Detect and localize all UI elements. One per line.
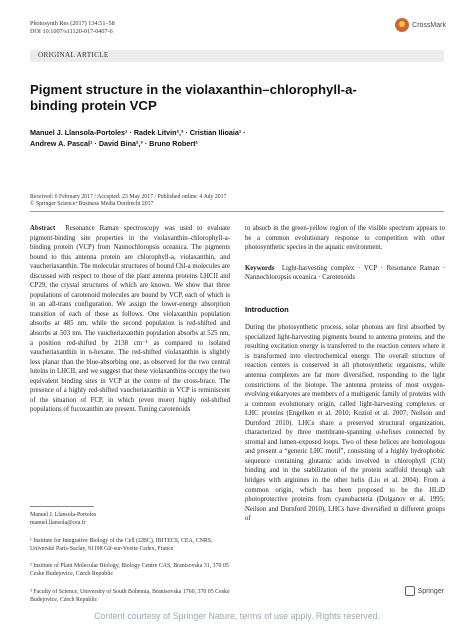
author-list — [30, 127, 330, 149]
affiliation-2: ² Institute of Plant Molecular Biology, Biology Centre CAS, Branisovska 31, 370 05 Ceske Budejovice, Czech Republic — [30, 563, 229, 577]
courtesy-footer[interactable]: Content courtesy of Springer Nature, terms of use apply. Rights reserved. — [94, 611, 380, 621]
corresponding-author — [30, 511, 230, 527]
abstract-label: Abstract — [30, 225, 56, 232]
affiliation-1: ¹ Institute for Integrative Biology of the Cell (I2BC), IBITECS, CEA, CNRS, Université Paris-Saclay, 91198 Gif-sur-Yvette Cedex, France — [30, 538, 213, 552]
crossmark-icon — [395, 18, 409, 32]
affiliation-3: ³ Faculty of Science, University of South Bohemia, Branisovska 1760, 370 05 Ceske Budejovice, Czech Republic — [30, 589, 230, 603]
journal-header — [30, 20, 115, 36]
article-title: Pigment structure in the violaxanthin–chlorophyll-a-binding protein VCP — [30, 82, 357, 113]
copyright: © Springer Science+Business Media Dordrecht 2017 — [30, 201, 154, 207]
crossmark-label: CrossMark — [412, 21, 446, 29]
footnote-divider — [30, 506, 94, 507]
journal-citation: Photosynth Res (2017) 134:51–58 — [30, 20, 115, 27]
keywords-label: Keywords — [245, 264, 275, 272]
right-column — [245, 224, 445, 524]
abstract-text: Resonance Raman spectroscopy was used to evaluate pigment-binding site properties in the violaxanthin–chlorophyll-a-binding protein (VCP) from Nannochloropsis oceanica. The pigments bound to this antenna protein are chlorophyll-a, violaxanthin, and vaucheriaxanthin. The molecular structures of bound Chl-a molecules are discussed with respect to those of the plant antenna proteins LHCII and CP29, the crystal structures of which are known. We show that three populations of carotenoid molecules are bound by VCP, each of which is in an all-trans configuration. We assign the lower-energy absorption transition of each of these as follows. One violaxanthin population absorbs at 485 nm, while the second population is red-shifted and absorbs at 503 nm. The vaucheriaxanthin population absorbs at 525 nm, a position red-shifted by 2138 cm⁻¹ as compared to isolated vaucheriaxanthin in n-hexane. The red-shifted violaxanthin is slightly less planar than the blue-absorbing one, as observed for the two central luteins in LHCII, and we suggest that these violaxanthins occupy the two equivalent binding sites in VCP at the centre of the cross-brace. The presence of a highly red-shifted vaucheriaxanthin in VCP is reminiscent of the situation of FCP, in which (even more) highly red-shifted populations of fucoxanthin are present. Tuning carotenoids — [30, 225, 230, 414]
doi[interactable]: DOI 10.1007/s11120-017-0407-6 — [30, 28, 113, 35]
history-dates: Received: 6 February 2017 / Accepted: 23 May 2017 / Published online: 4 July 2017 — [30, 194, 227, 200]
crossmark-badge[interactable] — [395, 18, 446, 32]
abstract-continuation: to absorb in the green-yellow region of the visible spectrum appears to be a common evolutionary response to competition with other photosynthetic species in the aquatic environment. — [245, 225, 445, 252]
authors-line-2: Andrew A. Pascal¹ · David Bina²,³ · Bruno Robert¹ — [30, 139, 198, 148]
abstract — [30, 224, 230, 415]
springer-horse-icon — [405, 586, 415, 596]
publisher-name: Springer — [417, 587, 444, 595]
keywords-text: Light-harvesting complex · VCP · Resonance Raman · Nannochloropsis oceanica · Carotenoids — [245, 264, 445, 282]
authors-line-1: Manuel J. Llansola-Portoles¹ · Radek Litvin²,³ · Cristian Ilioaia¹ · — [30, 128, 246, 137]
divider — [30, 211, 444, 212]
section-label: ORIGINAL ARTICLE — [38, 51, 109, 59]
keywords — [245, 264, 445, 283]
article-dates — [30, 194, 226, 208]
contact-email[interactable]: manuel.llansola@cea.fr — [30, 520, 86, 526]
introduction-text: During the photosynthetic process, solar photons are first absorbed by specialized light-harvesting pigments bound to antenna proteins, and the resulting excitation energy is transferred to the reaction centers where it is transformed into electrochemical energy. The overall structure of reaction centers is conserved in all photosynthetic organisms, while antenna complexes are far more diversified, responding to the light constrictions of the biotope. The antenna proteins of most oxygen-evolving eukaryotes are members of a multigenic family of proteins with a common evolutionary origin, called light-harvesting complexes or LHC proteins (Engelken et al. 2010; Koziol et al. 2007; Neilson and Durnford 2010). LHCs share a preserved structural organization, characterized by three membrane-spanning α-helixes connected by stromal and lumen-exposed loops. Two of these helices are homologous and present a “generic LHC motif”, consisting of a highly hydrophobic sequence containing glutamic acids involved in chlorophyll (Chl) binding and in the stabilization of the protein scaffold through salt bridges with arginines in the other helix (Liu et al. 2004). From a common origin, which has been proposed to be the HLiD photoprotective proteins from cyanobacteria (Dolganov et al. 1995; Neilson and Durnford 2010), LHCs have diversified in different groups of — [245, 324, 445, 523]
publisher-logo — [405, 586, 444, 596]
contact-name: Manuel J. Llansola-Portoles — [30, 512, 97, 518]
introduction-heading: Introduction — [245, 304, 289, 314]
